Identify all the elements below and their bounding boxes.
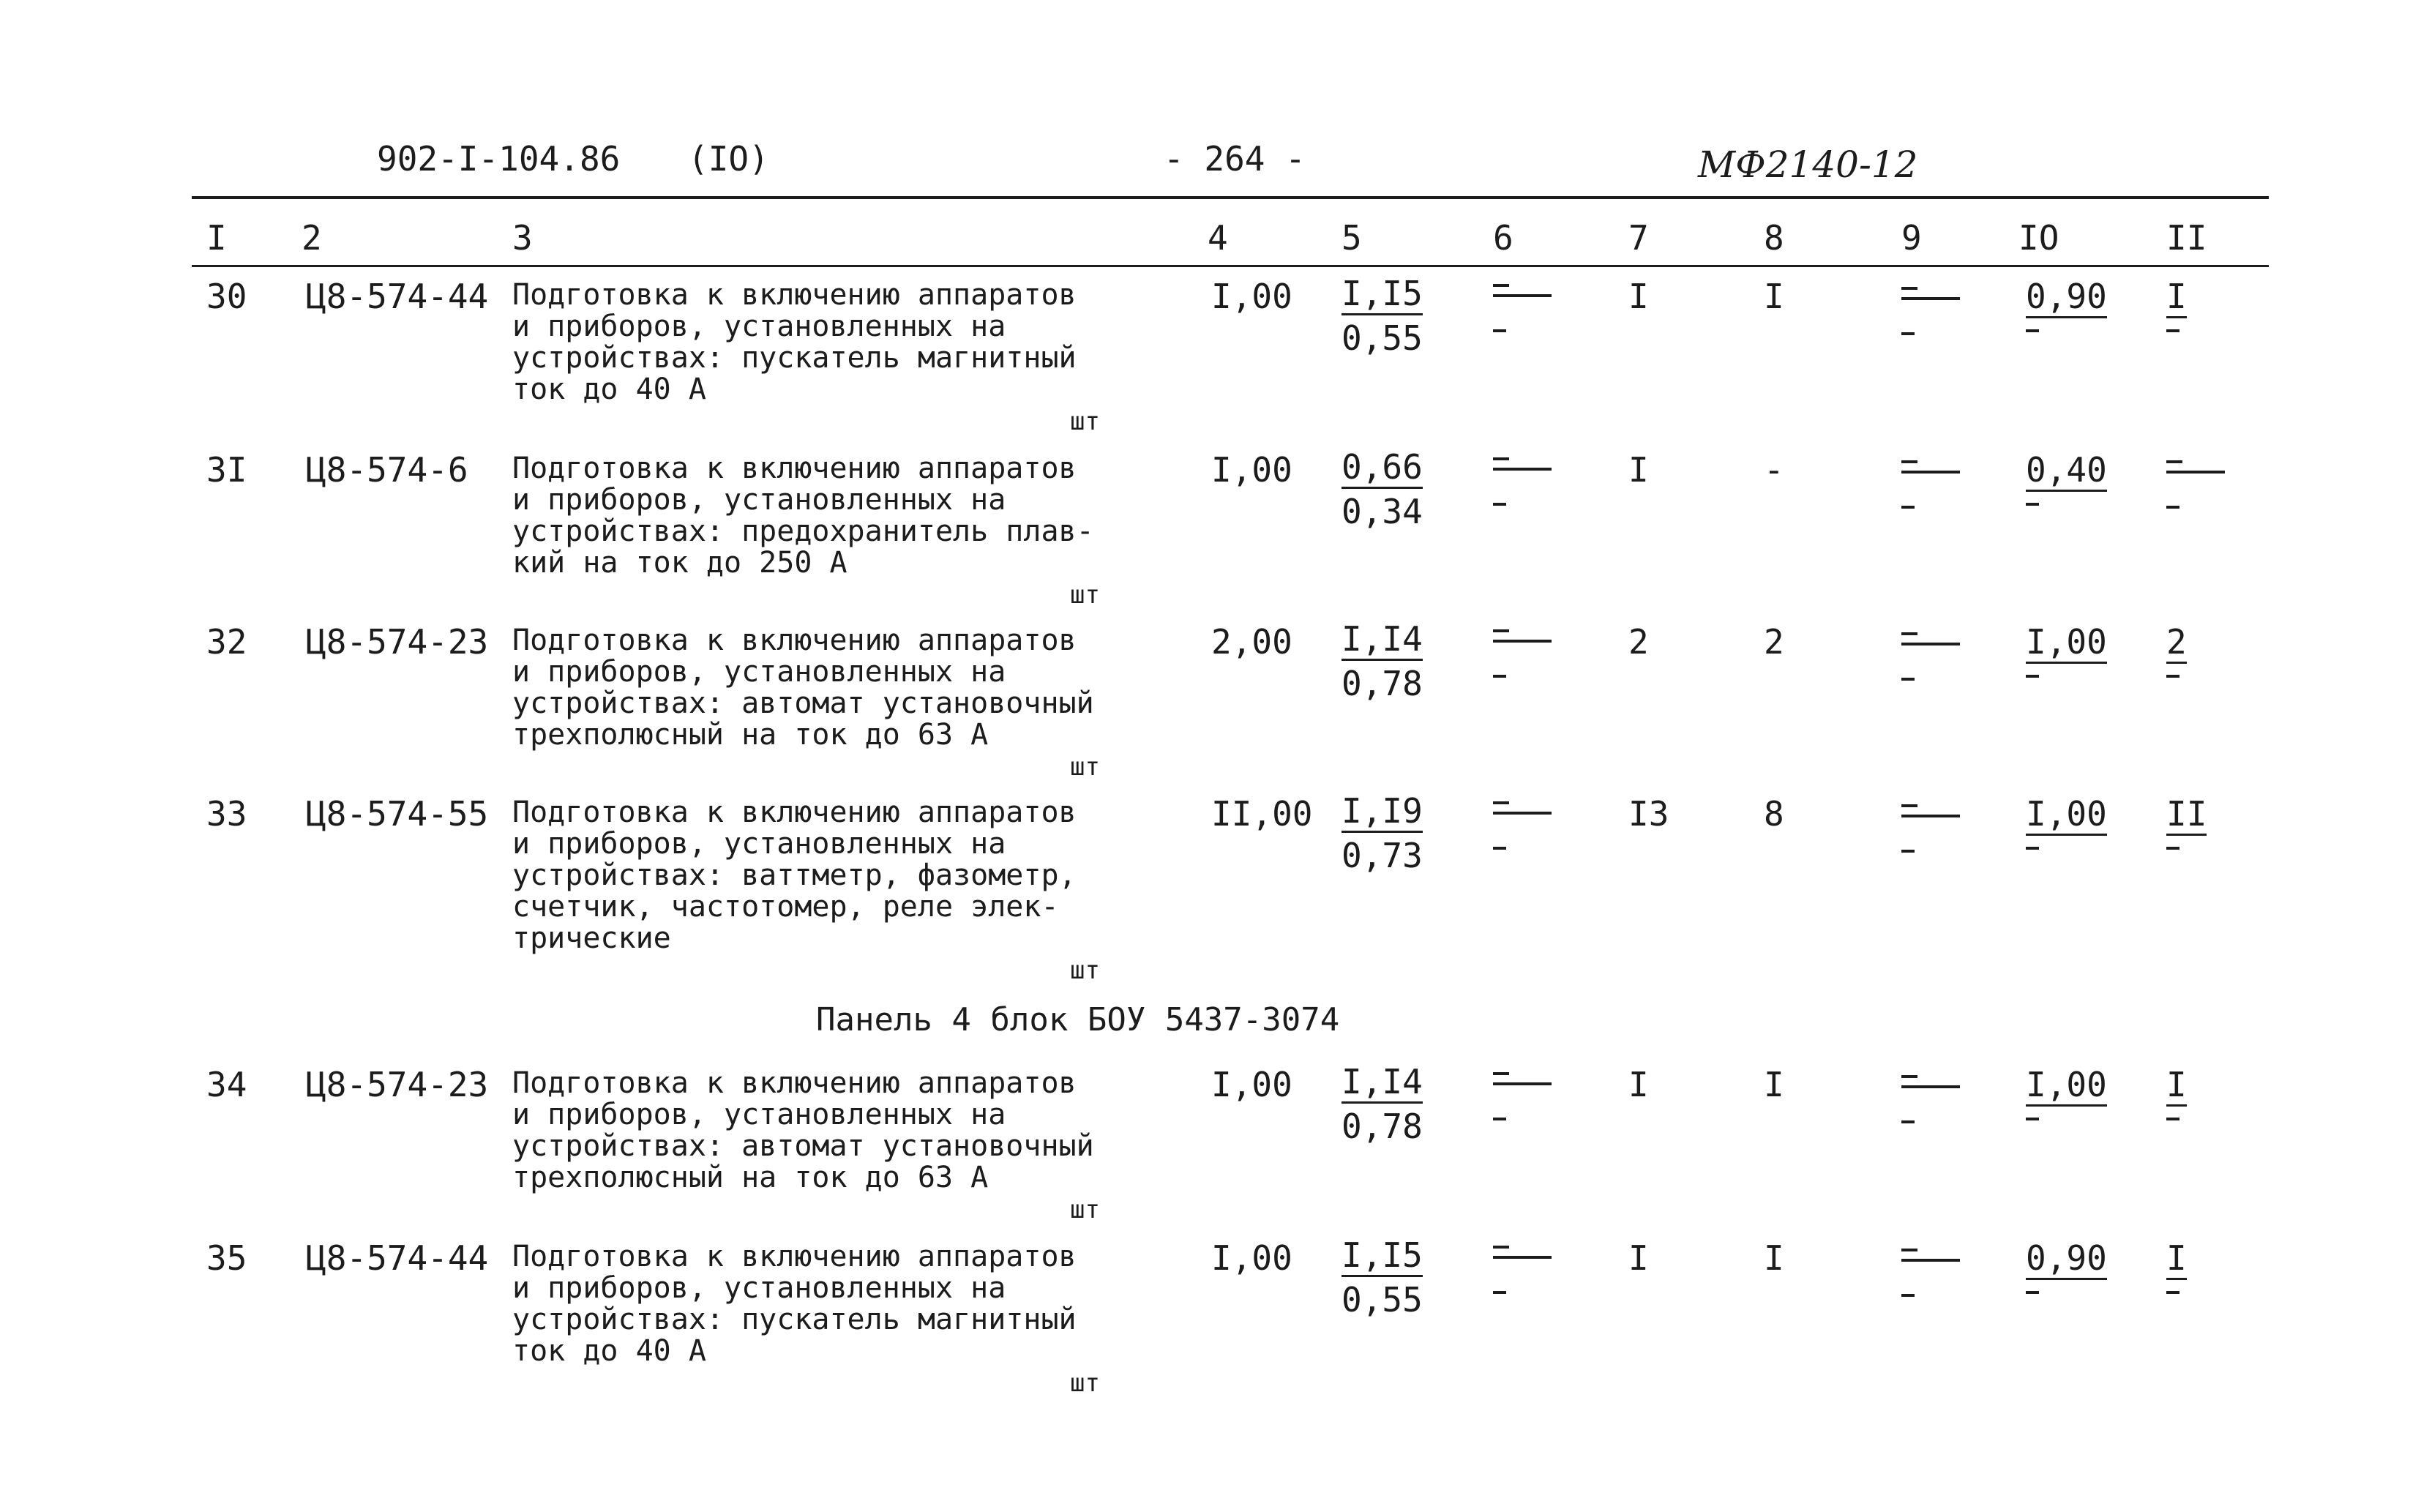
column-6-mark — [1493, 503, 1506, 506]
column-6-mark — [1493, 1072, 1509, 1075]
column-7-value: 2 — [1628, 622, 1649, 662]
column-11-mark — [2166, 329, 2179, 332]
column-6-mark — [1493, 629, 1509, 632]
column-11 — [2166, 794, 2207, 836]
column-9-mark — [1901, 1259, 1960, 1262]
column-11-mark — [2166, 1118, 2179, 1120]
work-description: Подготовка к включению аппаратов и приборов, установленных на устройствах: предохранитель плав- кий на ток до 250 А — [512, 452, 1094, 580]
rate-code: Ц8-574-6 — [306, 450, 468, 490]
column-6-mark — [1493, 847, 1506, 850]
column-6-mark — [1493, 675, 1506, 678]
column-9-mark — [1901, 850, 1915, 853]
unit-of-measure: шт — [1070, 956, 1100, 985]
column-10-value: 0,40 — [2026, 450, 2107, 492]
album-number: (IO) — [688, 139, 769, 179]
section-title: Панель 4 блок БОУ 5437-3074 — [816, 1001, 1340, 1038]
column-10-mark — [2026, 675, 2039, 678]
labor-fraction — [1342, 1062, 1423, 1149]
labor-fraction-top: I,I4 — [1342, 619, 1423, 661]
column-8-value: 2 — [1764, 622, 1784, 662]
column-6-mark — [1493, 284, 1509, 287]
column-11-value: II — [2166, 794, 2207, 836]
column-9-mark — [1901, 678, 1915, 681]
column-6-mark — [1493, 1291, 1506, 1294]
column-11-value: I — [2166, 1238, 2187, 1280]
column-6-mark — [1493, 1246, 1509, 1249]
quantity: I,00 — [1211, 1065, 1292, 1104]
rate-code: Ц8-574-55 — [306, 794, 489, 834]
column-10 — [2026, 1238, 2107, 1280]
column-header: 6 — [1493, 218, 1513, 258]
column-11-mark — [2166, 1291, 2179, 1294]
column-10 — [2026, 277, 2107, 318]
column-10-value: 0,90 — [2026, 277, 2107, 318]
column-7-value: I3 — [1628, 794, 1669, 834]
column-6-mark — [1493, 1256, 1552, 1259]
labor-fraction-bottom: 0,55 — [1342, 318, 1423, 358]
column-9-mark — [1901, 815, 1960, 817]
column-10-mark — [2026, 1118, 2039, 1120]
column-9-mark — [1901, 460, 1917, 463]
column-11-value: 2 — [2166, 622, 2187, 664]
unit-of-measure: шт — [1070, 1195, 1100, 1224]
column-9-mark — [1901, 297, 1960, 300]
column-6-mark — [1493, 457, 1509, 460]
labor-fraction — [1342, 619, 1423, 706]
column-10-value: I,00 — [2026, 794, 2107, 836]
labor-fraction — [1342, 1235, 1423, 1322]
labor-fraction-top: I,I9 — [1342, 791, 1423, 833]
work-description: Подготовка к включению аппаратов и приборов, установленных на устройствах: автомат установочный трехполюсный на ток до 63 А — [512, 1066, 1094, 1194]
rate-code: Ц8-574-23 — [306, 622, 489, 662]
column-header: 5 — [1342, 218, 1362, 258]
column-10 — [2026, 450, 2107, 492]
column-6-mark — [1493, 294, 1552, 297]
column-10-value: I,00 — [2026, 622, 2107, 664]
labor-fraction-bottom: 0,55 — [1342, 1280, 1423, 1320]
row-number: 3I — [206, 450, 247, 490]
column-11-value: I — [2166, 1065, 2187, 1107]
column-6-mark — [1493, 812, 1552, 815]
column-9-mark — [1901, 1249, 1917, 1251]
labor-fraction-top: I,I5 — [1342, 274, 1423, 315]
row-number: 34 — [206, 1065, 247, 1104]
page-number: - 264 - — [1164, 139, 1306, 179]
column-header-rule — [192, 265, 2269, 267]
column-10-value: 0,90 — [2026, 1238, 2107, 1280]
column-7-value: I — [1628, 277, 1649, 316]
column-header: 8 — [1764, 218, 1784, 258]
column-9-mark — [1901, 471, 1960, 474]
row-number: 32 — [206, 622, 247, 662]
column-11 — [2166, 1065, 2187, 1107]
column-header: II — [2166, 218, 2207, 258]
column-header: 2 — [302, 218, 322, 258]
column-9-mark — [1901, 1085, 1960, 1088]
column-10 — [2026, 622, 2107, 664]
work-description: Подготовка к включению аппаратов и приборов, установленных на устройствах: ваттметр, фазометр, счетчик, частотомер, реле элек- трические — [512, 796, 1077, 955]
column-11-value: I — [2166, 277, 2187, 318]
column-11 — [2166, 1238, 2187, 1280]
column-6-mark — [1493, 1118, 1506, 1120]
unit-of-measure: шт — [1070, 752, 1100, 782]
column-9-mark — [1901, 632, 1917, 635]
column-9-mark — [1901, 1120, 1915, 1123]
column-header: 4 — [1208, 218, 1228, 258]
column-9-mark — [1901, 506, 1915, 509]
labor-fraction-top: 0,66 — [1342, 447, 1423, 489]
document-code: 902-I-104.86 — [377, 139, 621, 179]
column-7-value: I — [1628, 1238, 1649, 1278]
row-number: 30 — [206, 277, 247, 316]
column-11-mark — [2166, 847, 2179, 850]
column-8-value: 8 — [1764, 794, 1784, 834]
labor-fraction-bottom: 0,73 — [1342, 836, 1423, 875]
quantity: 2,00 — [1211, 622, 1292, 662]
labor-fraction — [1342, 274, 1423, 361]
unit-of-measure: шт — [1070, 407, 1100, 436]
labor-fraction-bottom: 0,34 — [1342, 492, 1423, 531]
quantity: I,00 — [1211, 450, 1292, 490]
column-10-value: I,00 — [2026, 1065, 2107, 1107]
work-description: Подготовка к включению аппаратов и приборов, установленных на устройствах: пускатель магнитный ток до 40 А — [512, 1240, 1077, 1368]
column-10-mark — [2026, 1291, 2039, 1294]
column-10 — [2026, 794, 2107, 836]
unit-of-measure: шт — [1070, 1369, 1100, 1398]
rate-code: Ц8-574-23 — [306, 1065, 489, 1104]
column-11-mark — [2166, 675, 2179, 678]
column-11 — [2166, 622, 2187, 664]
column-9-mark — [1901, 332, 1915, 335]
column-8-value: I — [1764, 1238, 1784, 1278]
column-6-mark — [1493, 329, 1506, 332]
quantity: I,00 — [1211, 277, 1292, 316]
column-header: IO — [2018, 218, 2059, 258]
column-10-mark — [2026, 503, 2039, 506]
column-10-mark — [2026, 847, 2039, 850]
column-6-mark — [1493, 640, 1552, 643]
column-header: 9 — [1901, 218, 1922, 258]
top-rule — [192, 196, 2269, 199]
row-number: 33 — [206, 794, 247, 834]
quantity: I,00 — [1211, 1238, 1292, 1278]
column-11-mark — [2166, 506, 2179, 509]
column-header: 3 — [512, 218, 533, 258]
work-description: Подготовка к включению аппаратов и приборов, установленных на устройствах: автомат установочный трехполюсный на ток до 63 А — [512, 624, 1094, 752]
column-11-mark — [2166, 460, 2182, 463]
quantity: II,00 — [1211, 794, 1313, 834]
labor-fraction-bottom: 0,78 — [1342, 664, 1423, 703]
column-7-value: I — [1628, 1065, 1649, 1104]
row-number: 35 — [206, 1238, 247, 1278]
column-8-value: I — [1764, 277, 1784, 316]
work-description: Подготовка к включению аппаратов и приборов, установленных на устройствах: пускатель магнитный ток до 40 А — [512, 278, 1077, 406]
column-9-mark — [1901, 1294, 1915, 1297]
column-9-mark — [1901, 804, 1917, 807]
unit-of-measure: шт — [1070, 580, 1100, 610]
column-10-mark — [2026, 329, 2039, 332]
column-9-mark — [1901, 287, 1917, 290]
column-9-mark — [1901, 643, 1960, 645]
labor-fraction — [1342, 791, 1423, 878]
sheet-code: МФ2140-12 — [1698, 143, 1918, 186]
column-header: I — [206, 218, 227, 258]
labor-fraction-bottom: 0,78 — [1342, 1107, 1423, 1146]
column-8-value: I — [1764, 1065, 1784, 1104]
labor-fraction-top: I,I5 — [1342, 1235, 1423, 1277]
column-6-mark — [1493, 1082, 1552, 1085]
column-10 — [2026, 1065, 2107, 1107]
column-11-mark — [2166, 471, 2225, 474]
labor-fraction-top: I,I4 — [1342, 1062, 1423, 1104]
rate-code: Ц8-574-44 — [306, 1238, 489, 1278]
column-header: 7 — [1628, 218, 1649, 258]
column-8-value: - — [1764, 450, 1784, 490]
column-11 — [2166, 277, 2187, 318]
column-9-mark — [1901, 1075, 1917, 1078]
labor-fraction — [1342, 447, 1423, 534]
column-6-mark — [1493, 801, 1509, 804]
column-6-mark — [1493, 468, 1552, 471]
rate-code: Ц8-574-44 — [306, 277, 489, 316]
column-7-value: I — [1628, 450, 1649, 490]
